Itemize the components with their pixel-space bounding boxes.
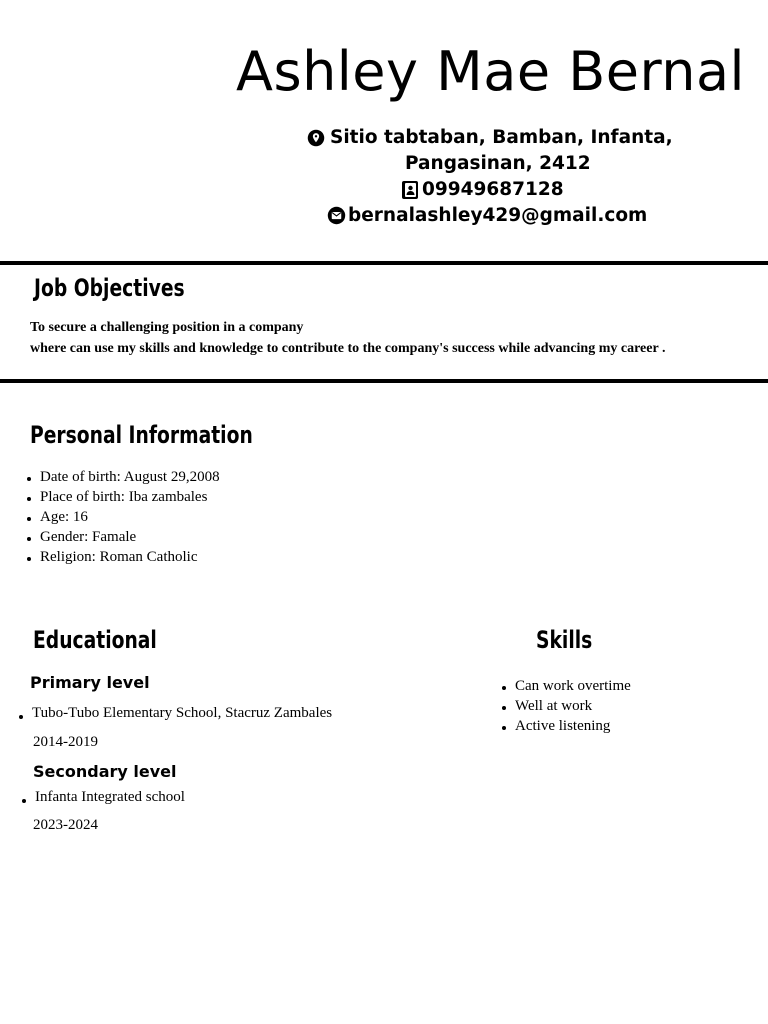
secondary-school: Infanta Integrated school	[35, 789, 185, 805]
list-item: Active listening	[515, 716, 631, 736]
personal-info-list	[40, 467, 220, 567]
bullet	[19, 715, 23, 719]
address-line-2	[405, 153, 591, 174]
skills-heading: Skills	[536, 626, 593, 654]
list-item: Can work overtime	[515, 678, 631, 694]
phone-line	[400, 179, 564, 200]
phone-book-icon	[400, 180, 420, 200]
personal-information-heading: Personal Information	[30, 421, 253, 449]
job-objectives-heading: Job Objectives	[34, 274, 185, 302]
list-item: Age: 16	[40, 507, 220, 527]
phone-text: 09949687128	[422, 179, 564, 200]
educational-heading: Educational	[33, 626, 157, 654]
resume-name: Ashley Mae Bernal	[236, 40, 746, 103]
address-text-2: Pangasinan, 2412	[405, 153, 591, 174]
email-text: bernalashley429@gmail.com	[348, 205, 648, 226]
list-item: Well at work	[515, 696, 631, 716]
primary-school: Tubo-Tubo Elementary School, Stacruz Zambales	[32, 705, 333, 721]
address-text-1: Sitio tabtaban, Bamban, Infanta,	[330, 127, 673, 148]
list-item: Religion: Roman Catholic	[40, 547, 220, 567]
list-item: Gender: Famale	[40, 527, 220, 547]
objective-line-1: To secure a challenging position in a company	[30, 320, 304, 335]
primary-level-label: Primary level	[30, 673, 150, 692]
bullet	[22, 799, 26, 803]
list-item: Place of birth: Iba zambales	[40, 487, 220, 507]
secondary-level-label: Secondary level	[33, 762, 177, 781]
skills-list	[515, 676, 631, 736]
email-line	[326, 205, 647, 226]
primary-years: 2014-2019	[33, 734, 98, 750]
divider-top	[0, 261, 768, 265]
list-item: Date of birth: August 29,2008	[40, 469, 220, 485]
email-icon	[326, 206, 346, 226]
location-pin-icon	[306, 128, 326, 148]
objective-line-2: where can use my skills and knowledge to contribute to the company's success while advancing my career .	[30, 341, 666, 356]
divider-bottom	[0, 379, 768, 383]
secondary-years: 2023-2024	[33, 817, 98, 833]
address-line-1	[306, 127, 673, 148]
